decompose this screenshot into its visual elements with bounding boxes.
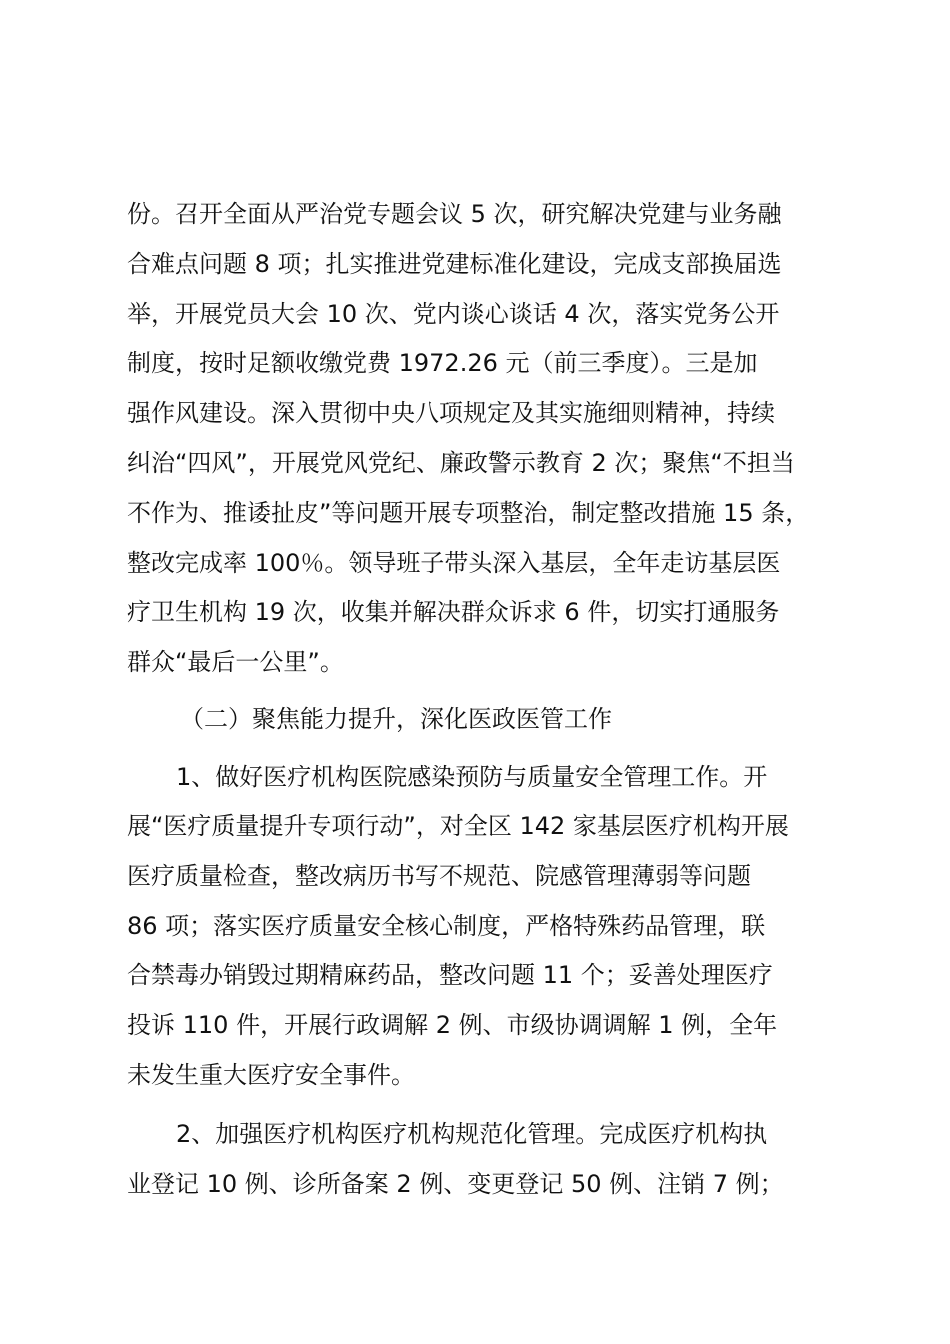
paragraph-line: 1、做好医疗机构医院感染预防与质量安全管理工作。开	[176, 763, 768, 791]
paragraph-line: 份。召开全面从严治党专题会议 5 次，研究解决党建与业务融	[127, 200, 782, 228]
paragraph-line: 疗卫生机构 19 次，收集并解决群众诉求 6 件，切实打通服务	[127, 598, 780, 626]
paragraph-line: 投诉 110 件，开展行政调解 2 例、市级协调调解 1 例，全年	[127, 1011, 778, 1039]
paragraph-line: 医疗质量检查，整改病历书写不规范、院感管理薄弱等问题	[127, 862, 751, 890]
paragraph-line: 强作风建设。深入贯彻中央八项规定及其实施细则精神，持续	[127, 399, 775, 427]
paragraph-line: 86 项；落实医疗质量安全核心制度，严格特殊药品管理，联	[127, 912, 766, 940]
section-heading: （二）聚焦能力提升，深化医政医管工作	[180, 705, 612, 733]
paragraph-line: 纠治“四风”，开展党风党纪、廉政警示教育 2 次；聚焦“不担当	[127, 449, 795, 477]
paragraph-line: 展“医疗质量提升专项行动”，对全区 142 家基层医疗机构开展	[127, 812, 789, 840]
paragraph-line: 制度，按时足额收缴党费 1972.26 元（前三季度）。三是加	[127, 349, 758, 377]
paragraph-line: 2、加强医疗机构医疗机构规范化管理。完成医疗机构执	[176, 1120, 768, 1148]
paragraph-line: 合难点问题 8 项；扎实推进党建标准化建设，完成支部换届选	[127, 250, 782, 278]
paragraph-line: 举，开展党员大会 10 次、党内谈心谈话 4 次，落实党务公开	[127, 300, 780, 328]
paragraph-line: 不作为、推诿扯皮”等问题开展专项整治，制定整改措施 15 条，	[127, 499, 810, 527]
paragraph-line: 群众“最后一公里”。	[127, 648, 344, 676]
paragraph-line: 业登记 10 例、诊所备案 2 例、变更登记 50 例、注销 7 例；	[127, 1170, 784, 1198]
paragraph-line: 整改完成率 100％。领导班子带头深入基层，全年走访基层医	[127, 549, 781, 577]
paragraph-line: 未发生重大医疗安全事件。	[127, 1061, 415, 1089]
paragraph-line: 合禁毒办销毁过期精麻药品，整改问题 11 个；妥善处理医疗	[127, 961, 773, 989]
